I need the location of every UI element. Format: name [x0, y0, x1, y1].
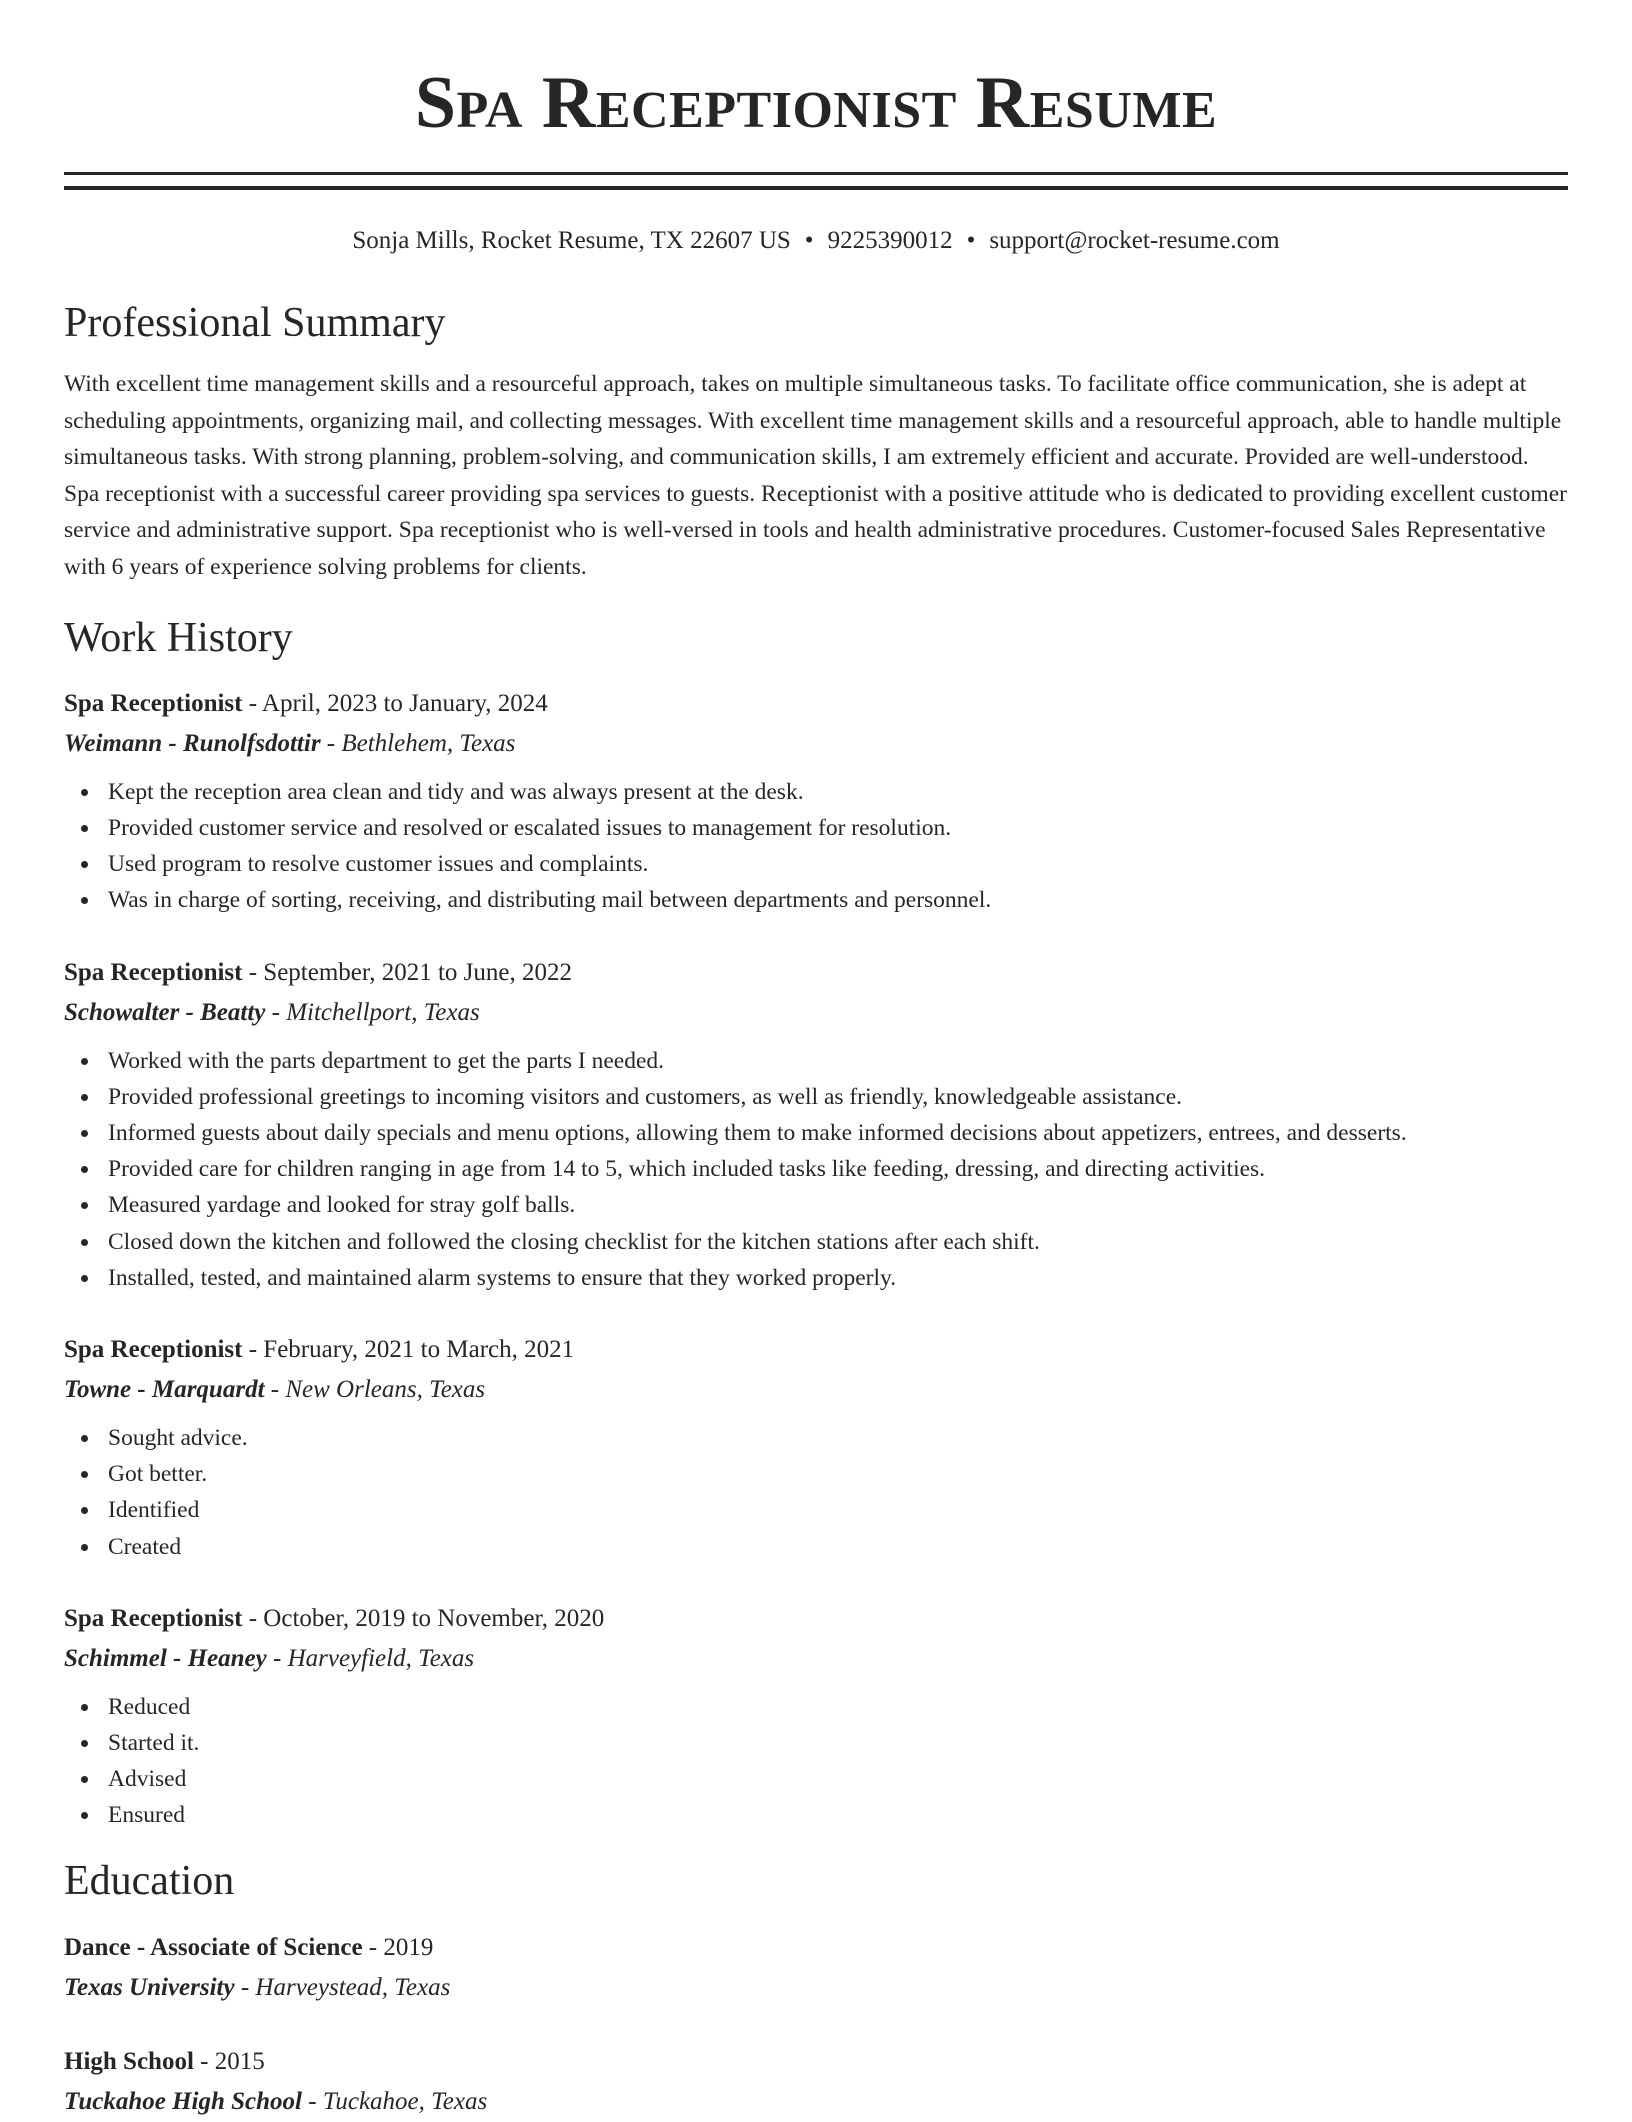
job-bullet: Provided care for children ranging in age from 14 to 5, which included tasks like feeding, dressing, and directing activities. [108, 1151, 1568, 1187]
job-bullet: Created [108, 1529, 1568, 1565]
job-bullet: Used program to resolve customer issues and complaints. [108, 846, 1568, 882]
education-entry [64, 1928, 1568, 2008]
job-dates: - October, 2019 to November, 2020 [242, 1604, 605, 1632]
job-bullets [64, 1043, 1568, 1296]
school-location: - Tuckahoe, Texas [302, 2088, 488, 2116]
job-bullet: Provided customer service and resolved or escalated issues to management for resolution. [108, 810, 1568, 846]
degree-name: Dance - Associate of Science [64, 1934, 363, 1962]
page-title: Spa Receptionist Resume [414, 62, 1218, 144]
job-entry [64, 1599, 1568, 1834]
degree-line [64, 1928, 1568, 1968]
job-bullet: Provided professional greetings to incoming visitors and customers, as well as friendly, knowledgeable assistance. [108, 1079, 1568, 1115]
job-bullet: Measured yardage and looked for stray golf balls. [108, 1187, 1568, 1223]
job-bullet: Installed, tested, and maintained alarm systems to ensure that they worked properly. [108, 1260, 1568, 1296]
education-entry [64, 2042, 1568, 2122]
job-bullets [64, 774, 1568, 919]
work-history-heading: Work History [64, 615, 293, 662]
job-bullets [64, 1420, 1568, 1565]
company-location: - Harveyfield, Texas [266, 1644, 475, 1672]
company-name: Weimann - Runolfsdottir [64, 729, 321, 757]
summary-heading: Professional Summary [64, 300, 446, 346]
job-entry [64, 1330, 1568, 1565]
school-name: Texas University [64, 1974, 235, 2002]
contact-separator: • [966, 227, 976, 254]
job-entry [64, 684, 1568, 919]
job-title-line [64, 1599, 1568, 1639]
company-name: Schimmel - Heaney [64, 1644, 267, 1672]
job-title: Spa Receptionist [64, 1336, 243, 1364]
job-bullet: Informed guests about daily specials and menu options, allowing them to make informed decisions about appetizers, entrees, and desserts. [108, 1115, 1568, 1151]
school-line [64, 2082, 1568, 2122]
summary-text: With excellent time management skills and a resourceful approach, takes on multiple simultaneous tasks. To facilitate office communication, she is adept at scheduling appointments, organizing mail, and collecting messages. With excellent time management skills and a resourceful approach, able to handle multiple simultaneous tasks. With strong planning, problem-solving, and communication skills, I am extremely efficient and accurate. Provided are well-understood. Spa receptionist with a successful career providing spa services to guests. Receptionist with a positive attitude who is dedicated to providing excellent customer service and administrative support. Spa receptionist who is well-versed in tools and health administrative procedures. Customer-focused Sales Representative with 6 years of experience solving problems for clients. [64, 371, 1567, 580]
job-title: Spa Receptionist [64, 689, 243, 717]
job-bullet: Sought advice. [108, 1420, 1568, 1456]
company-line [64, 993, 1568, 1033]
company-name: Towne - Marquardt [64, 1376, 265, 1404]
job-bullet: Kept the reception area clean and tidy and was always present at the desk. [108, 774, 1568, 810]
degree-year: - 2019 [362, 1934, 434, 1962]
school-location: - Harveystead, Texas [234, 1974, 451, 2002]
job-title-line [64, 1330, 1568, 1370]
title-double-rule [64, 172, 1568, 190]
degree-year: - 2015 [193, 2048, 265, 2076]
education-heading: Education [64, 1857, 235, 1904]
degree-line [64, 2042, 1568, 2082]
job-dates: - February, 2021 to March, 2021 [242, 1336, 575, 1364]
job-bullet: Was in charge of sorting, receiving, and distributing mail between departments and personnel. [108, 882, 1568, 918]
job-dates: - September, 2021 to June, 2022 [242, 958, 572, 986]
job-bullet: Advised [108, 1761, 1568, 1797]
job-entry [64, 953, 1568, 1296]
job-bullet: Closed down the kitchen and followed the closing checklist for the kitchen stations after each shift. [108, 1224, 1568, 1260]
company-name: Schowalter - Beatty [64, 998, 266, 1026]
company-location: - Mitchellport, Texas [265, 998, 480, 1026]
job-title-line [64, 684, 1568, 724]
company-location: - Bethlehem, Texas [320, 729, 516, 757]
job-bullet: Reduced [108, 1689, 1568, 1725]
degree-name: High School [64, 2048, 194, 2076]
school-name: Tuckahoe High School [64, 2088, 302, 2116]
contact-address: Sonja Mills, Rocket Resume, TX 22607 US [352, 227, 791, 254]
job-bullet: Started it. [108, 1725, 1568, 1761]
company-line [64, 724, 1568, 764]
job-bullet: Worked with the parts department to get the parts I needed. [108, 1043, 1568, 1079]
school-line [64, 1968, 1568, 2008]
job-dates: - April, 2023 to January, 2024 [242, 689, 548, 717]
job-title-line [64, 953, 1568, 993]
job-bullet: Got better. [108, 1456, 1568, 1492]
contact-line [64, 226, 1568, 256]
job-bullet: Identified [108, 1492, 1568, 1528]
job-title: Spa Receptionist [64, 958, 243, 986]
job-bullet: Ensured [108, 1797, 1568, 1833]
contact-phone: 9225390012 [827, 227, 953, 254]
company-location: - New Orleans, Texas [264, 1376, 486, 1404]
contact-separator: • [804, 227, 814, 254]
company-line [64, 1639, 1568, 1679]
contact-email: support@rocket-resume.com [989, 227, 1280, 254]
company-line [64, 1370, 1568, 1410]
job-title: Spa Receptionist [64, 1604, 243, 1632]
job-bullets [64, 1689, 1568, 1834]
resume-page [64, 0, 1568, 2122]
